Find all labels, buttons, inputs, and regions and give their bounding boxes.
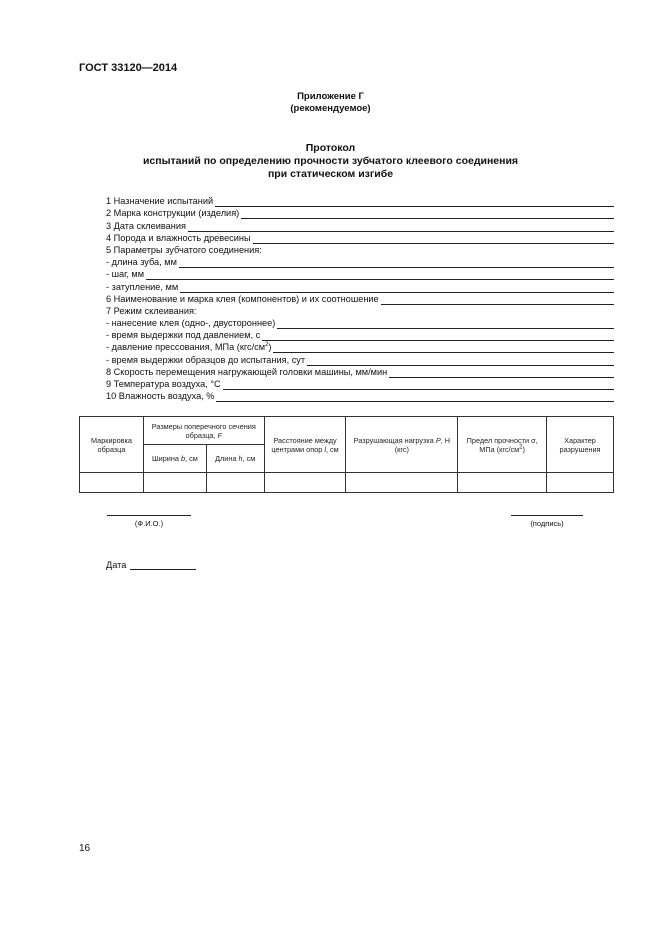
date-fill-line[interactable]	[130, 560, 196, 570]
field-label: - длина зуба, мм	[106, 257, 177, 268]
fill-line[interactable]	[273, 343, 614, 353]
field-label: 5 Параметры зубчатого соединения:	[106, 244, 262, 255]
name-signature-line[interactable]	[107, 515, 191, 516]
field-gluing-mode	[106, 305, 614, 317]
field-conditioning-time	[106, 353, 614, 365]
field-pressing-pressure	[106, 341, 614, 353]
table-cell[interactable]	[547, 473, 614, 493]
field-label: - давление прессования, МПа $(кгс/см^2)$	[106, 342, 272, 353]
field-label: 4 Порода и влажность древесины	[106, 232, 251, 243]
fill-line[interactable]	[277, 319, 614, 329]
field-label: 3 Дата склеивания	[106, 220, 186, 231]
fill-line[interactable]	[262, 331, 614, 341]
name-label: (Ф.И.О.)	[134, 519, 164, 528]
field-gluing-date	[106, 219, 614, 231]
field-glue-application	[106, 317, 614, 329]
protocol-title: Протокол	[305, 142, 356, 154]
protocol-fields	[106, 195, 614, 402]
fill-line[interactable]	[179, 258, 614, 268]
field-glue-name	[106, 293, 614, 305]
signature-line[interactable]	[511, 515, 583, 516]
fill-line[interactable]	[215, 197, 614, 207]
page-number: 16	[79, 843, 91, 854]
fill-line[interactable]	[241, 209, 614, 219]
field-pitch	[106, 268, 614, 280]
fill-line[interactable]	[223, 380, 614, 390]
col-length: Длина h, см	[206, 445, 264, 473]
field-wood-species-moisture	[106, 232, 614, 244]
protocol-subtitle-line-2: при статическом изгибе	[267, 168, 394, 180]
field-label: 9 Температура воздуха, °С	[106, 379, 221, 389]
field-test-purpose	[106, 195, 614, 207]
signature-label: (подпись)	[530, 519, 564, 528]
field-label: - нанесение клея (одно-, двустороннее)	[106, 318, 276, 329]
results-table	[79, 416, 614, 493]
fill-line[interactable]	[381, 295, 614, 305]
field-loading-head-speed	[106, 366, 614, 378]
date-label: Дата	[106, 560, 127, 570]
fill-line[interactable]	[253, 234, 614, 244]
field-label: 2 Марка конструкции (изделия)	[106, 208, 240, 219]
protocol-subtitle-line-1: испытаний по определению прочности зубчатого клеевого соединения	[142, 155, 519, 167]
fill-line[interactable]	[188, 222, 614, 232]
table-cell[interactable]	[143, 473, 206, 493]
field-bluntness	[106, 280, 614, 292]
col-breaking-load: Разрушающая нагрузка P, Н (кгс)	[346, 417, 458, 473]
field-label: 8 Скорость перемещения нагружающей головки машины, мм/мин	[106, 366, 388, 377]
col-width: Ширина b, см	[143, 445, 206, 473]
table-cell[interactable]	[346, 473, 458, 493]
fill-line[interactable]	[146, 270, 614, 280]
appendix-title: Приложение Г	[297, 91, 364, 102]
field-label: - затупление, мм	[106, 281, 179, 292]
table-cell[interactable]	[206, 473, 264, 493]
col-strength-limit: Предел прочности σ, МПа $(кгс/см^2)$	[458, 417, 547, 473]
fill-line[interactable]	[180, 283, 614, 293]
field-label: - время выдержки образцов до испытания, сут	[106, 354, 306, 365]
field-label: - время выдержки под давлением, с	[106, 330, 261, 341]
col-sample-marking: Маркировка образца	[80, 417, 144, 473]
col-failure-type: Характер разрушения	[547, 417, 614, 473]
field-air-temperature	[106, 378, 614, 390]
field-label: 10 Влажность воздуха, %	[106, 391, 215, 402]
field-joint-parameters	[106, 244, 614, 256]
field-label: 6 Наименование и марка клея (компонентов) и их соотношение	[106, 293, 379, 304]
table-cell[interactable]	[458, 473, 547, 493]
field-label: 1 Назначение испытаний	[106, 196, 214, 207]
table-row	[80, 473, 614, 493]
field-tooth-length	[106, 256, 614, 268]
field-pressure-time	[106, 329, 614, 341]
field-label: 7 Режим склеивания:	[106, 305, 197, 316]
col-cross-section: Размеры поперечного сечения образца, F	[143, 417, 264, 445]
table-cell[interactable]	[264, 473, 346, 493]
standard-header: ГОСТ 33120—2014	[79, 62, 178, 74]
field-label: - шаг, мм	[106, 269, 145, 280]
table-cell[interactable]	[80, 473, 144, 493]
appendix-subtitle: (рекомендуемое)	[290, 103, 371, 114]
field-air-humidity	[106, 390, 614, 402]
field-construction-grade	[106, 207, 614, 219]
fill-line[interactable]	[389, 368, 614, 378]
date-field	[106, 560, 196, 570]
col-span-distance: Расстояние между центрами опор l, см	[264, 417, 346, 473]
fill-line[interactable]	[216, 392, 614, 402]
fill-line[interactable]	[307, 356, 614, 366]
